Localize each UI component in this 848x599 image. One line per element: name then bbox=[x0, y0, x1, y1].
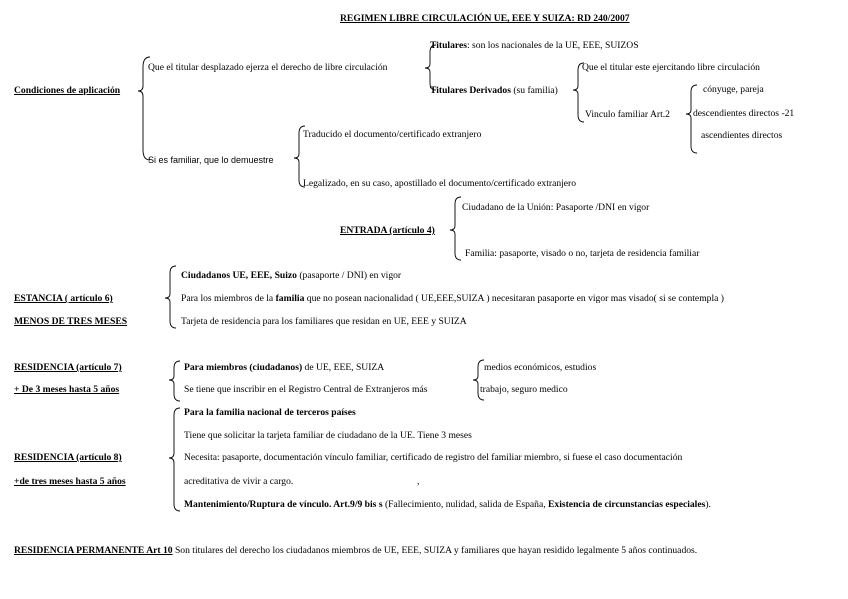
residencia8-comma: , bbox=[417, 476, 420, 487]
estancia-ciudadanos-bold: Ciudadanos UE, EEE, Suizo bbox=[181, 270, 297, 281]
brace-residencia7 bbox=[169, 361, 180, 401]
residencia8-mantenimiento-bold2: Existencia de circunstancias especiales bbox=[548, 499, 706, 510]
estancia-miembros-post: que no posean nacionalidad ( UE,EEE,SUIZA ) necesitaran pasaporte en vigor mas visado( si se contempla ) bbox=[304, 293, 724, 304]
estancia-ciudadanos-text: (pasaporte / DNI) en vigor bbox=[296, 270, 402, 281]
ejercitando-text: Que el titular este ejercitando libre circulación bbox=[582, 62, 760, 73]
traducido-text: Traducido el documento/certificado extranjero bbox=[303, 129, 482, 140]
residencia7-inscribir: Se tiene que inscribir en el Registro Central de Extranjeros más bbox=[184, 384, 428, 395]
residencia8-familia: Para la familia nacional de terceros países bbox=[184, 407, 356, 418]
derivados-label: Titulares Derivados bbox=[430, 85, 511, 96]
residencia7-miembros-bold: Para miembros (ciudadanos) bbox=[184, 362, 303, 373]
titulares-line bbox=[430, 40, 639, 52]
residencia8-necesita: Necesita: pasaporte, documentación vínculo familiar, certificado de registro del familiar miembro, si fuese el caso documentación bbox=[184, 452, 683, 463]
residencia7-miembros-text: de UE, EEE, SUIZA bbox=[302, 362, 385, 373]
residencia7-trabajo: trabajo, seguro medico bbox=[480, 384, 568, 395]
brace-residencia8 bbox=[169, 408, 180, 511]
descendientes-text: descendientes directos -21 bbox=[693, 108, 795, 119]
estancia-label: ESTANCIA ( artículo 6) bbox=[14, 293, 113, 304]
residencia8-sublabel: +de tres meses hasta 5 años bbox=[14, 476, 126, 487]
estancia-sublabel: MENOS DE TRES MESES bbox=[14, 316, 128, 327]
derivados-line bbox=[430, 85, 558, 97]
residencia8-label: RESIDENCIA (artículo 8) bbox=[14, 452, 122, 463]
page-title: REGIMEN LIBRE CIRCULACIÓN UE, EEE Y SUIZA: RD 240/2007 bbox=[340, 13, 630, 24]
estancia-ciudadanos bbox=[181, 270, 401, 282]
residencia8-mantenimiento-bold: Mantenimiento/Ruptura de vínculo. Art.9/9 bis s bbox=[184, 499, 383, 510]
brace-estancia bbox=[165, 266, 176, 328]
si-familiar-text: Si es familiar, que lo demuestre bbox=[148, 155, 274, 165]
derivados-text: (su familia) bbox=[510, 85, 558, 96]
titulares-label: Titulares bbox=[430, 40, 467, 51]
estancia-miembros-bold: familia bbox=[275, 293, 305, 304]
legalizado-text: Legalizado, en su caso, apostillado el documento/certificado extranjero bbox=[303, 178, 577, 189]
titular-desplazado-text: Que el titular desplazado ejerza el derecho de libre circulación bbox=[148, 62, 388, 73]
permanente-line bbox=[14, 545, 697, 557]
permanente-label: RESIDENCIA PERMANENTE Art 10 bbox=[14, 545, 173, 556]
residencia7-label: RESIDENCIA (artículo 7) bbox=[14, 362, 122, 373]
residencia7-medios: medios económicos, estudios bbox=[484, 362, 597, 373]
permanente-text: Son titulares del derecho los ciudadanos miembros de UE, EEE, SUIZA y familiares que hayan residido legalmente 5 años continuados. bbox=[172, 545, 698, 556]
residencia8-mantenimiento-post: ). bbox=[705, 499, 711, 510]
ascendientes-text: ascendientes directos bbox=[701, 130, 783, 141]
residencia8-solicitar: Tiene que solicitar la tarjeta familiar de ciudadano de la UE. Tiene 3 meses bbox=[184, 430, 472, 441]
estancia-tarjeta: Tarjeta de residencia para los familiares que residan en UE, EEE y SUIZA bbox=[181, 316, 467, 327]
residencia8-acreditativa: acreditativa de vivir a cargo. bbox=[184, 476, 294, 487]
residencia8-mantenimiento bbox=[184, 499, 711, 511]
estancia-miembros-pre: Para los miembros de la bbox=[181, 293, 276, 304]
condiciones-label: Condiciones de aplicación bbox=[14, 85, 121, 96]
conyuge-text: cónyuge, pareja bbox=[703, 84, 764, 95]
residencia8-mantenimiento-pre: (Fallecimiento, nulidad, salida de España, bbox=[382, 499, 549, 510]
entrada-familia: Familia: pasaporte, visado o no, tarjeta de residencia familiar bbox=[465, 248, 700, 259]
residencia7-miembros bbox=[184, 362, 384, 374]
entrada-ciudadano: Ciudadano de la Unión: Pasaporte /DNI en vigor bbox=[462, 202, 650, 213]
estancia-miembros bbox=[181, 293, 724, 305]
residencia7-sublabel: + De 3 meses hasta 5 años bbox=[14, 384, 120, 395]
brace-entrada bbox=[450, 197, 461, 260]
vinculo-text: Vinculo familiar Art.2 bbox=[585, 109, 670, 120]
entrada-label: ENTRADA (artículo 4) bbox=[340, 225, 435, 236]
titulares-text: : son los nacionales de la UE, EEE, SUIZOS bbox=[466, 40, 639, 51]
